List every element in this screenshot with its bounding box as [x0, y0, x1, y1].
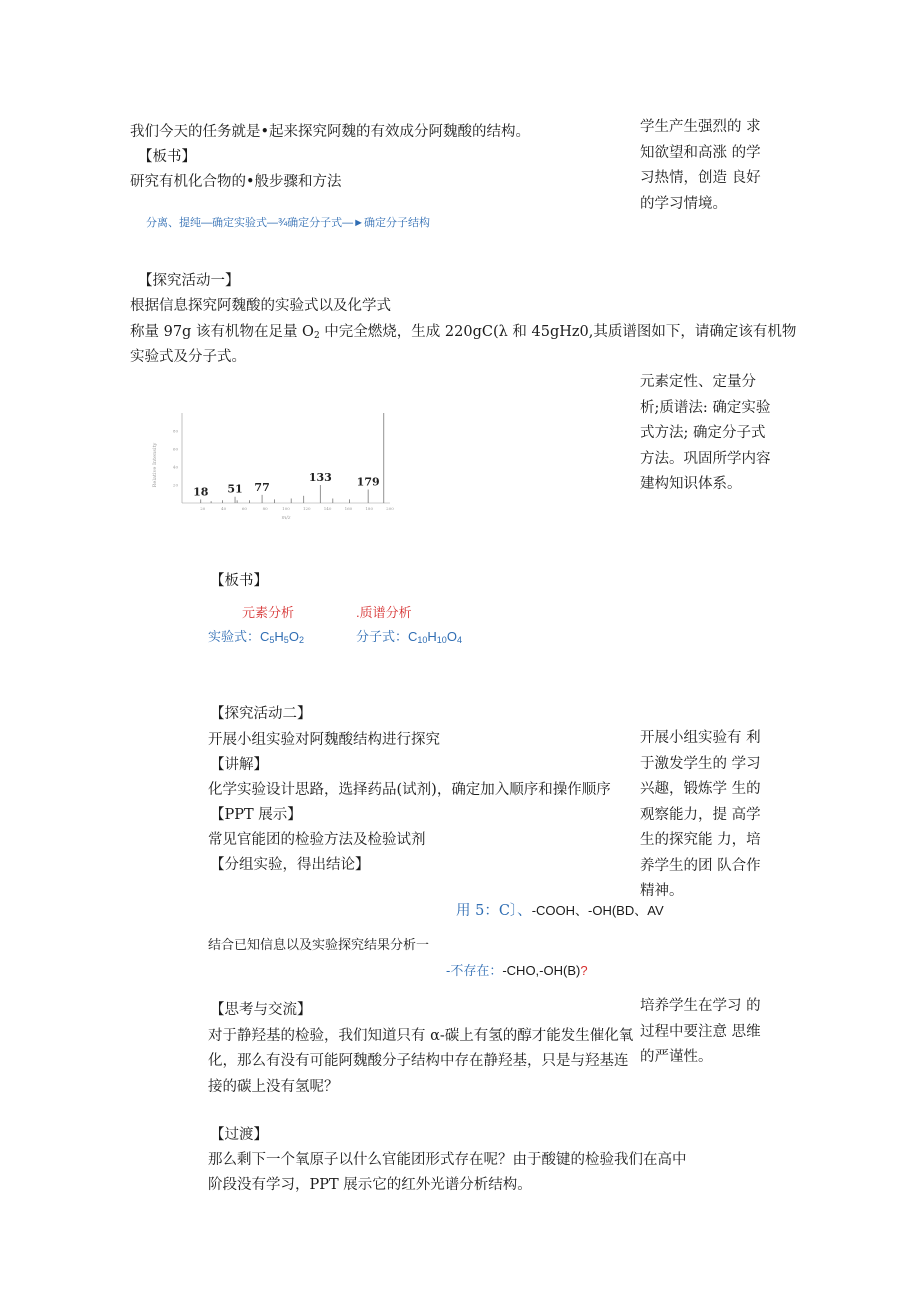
mass-spec-analysis: .质谱分析	[356, 605, 412, 620]
y-tick-label: 80	[172, 428, 178, 434]
activity1-line2: 称量 97g 该有机物在足量 $O_2$ 中完全燃烧，生成 220gC(λ 和 45gHz0,其质谱图如下，请确定该有机物	[130, 324, 797, 341]
transition-label: 【过渡】	[210, 1127, 268, 1143]
molecular-formula: 分子式：$C_{10}H_{10}O_4$	[356, 629, 462, 645]
x-tick-label: 180	[365, 506, 374, 511]
x-axis-label: m/z	[281, 515, 291, 521]
explain-label: 【讲解】	[210, 757, 268, 773]
transition-line2: 阶段没有学习，PPT 展示它的红外光谱分析结构。	[208, 1177, 532, 1193]
peak-label: 133	[308, 471, 332, 484]
combine-analysis: 结合已知信息以及实验探究结果分析一	[208, 937, 430, 952]
method-flow: 分离、提纯—确定实验式—¾确定分子式—►确定分子结构	[146, 217, 431, 229]
peak-label: 77	[254, 480, 270, 494]
task-text: 我们今天的任务就是•起来探究阿魏的有效成分阿魏酸的结构。	[130, 124, 531, 140]
ppt-text: 常见官能团的检验方法及检验试剂	[208, 832, 426, 848]
activity1-line3: 实验式及分子式。	[130, 349, 246, 365]
peak-label: 51	[227, 482, 243, 496]
board-text: 研究有机化合物的•般步骤和方法	[130, 174, 342, 190]
x-tick-label: 200	[386, 506, 394, 511]
ppt-label: 【PPT 展示】	[210, 807, 302, 823]
board-label: 【板书】	[138, 149, 196, 165]
side-note-1: 学生产生强烈的 求知欲望和高涨 的学习热情，创造 良好的学习情境。	[640, 119, 761, 212]
x-tick-label: 120	[302, 506, 311, 511]
x-tick-label: 80	[262, 506, 268, 511]
think-line1: 对于静羟基的检验，我们知道只有 α-碳上有氢的醇才能发生催化氧	[208, 1028, 634, 1044]
x-tick-label: 40	[221, 506, 227, 511]
y-axis-label: Relative Intensity	[152, 442, 158, 488]
think-line2: 化，那么有没有可能阿魏酸分子结构中存在静羟基，只是与羟基连	[208, 1053, 629, 1069]
x-tick-label: 160	[344, 506, 353, 511]
empirical-formula: 实验式：$C_5H_5O_2$	[208, 629, 304, 645]
activity1-heading: 【探究活动一】	[138, 273, 240, 289]
transition-line1: 那么剩下一个氧原子以什么官能团形式存在呢？由于酸键的检验我们在高中	[208, 1152, 687, 1168]
mass-spectrum-chart	[150, 405, 400, 525]
x-tick-label: 100	[282, 506, 290, 511]
activity2-line1: 开展小组实验对阿魏酸结构进行探究	[208, 732, 440, 748]
side-note-4: 培养学生在学习 的过程中要注意 思维的严谨性。	[640, 998, 761, 1065]
board2-label: 【板书】	[210, 573, 268, 589]
y-tick-label: 20	[172, 482, 178, 488]
side-note-2: 元素定性、定量分析;质谱法: 确定实验式方法; 确定分子式方法。巩固所学内容建构知识体系。	[640, 374, 771, 492]
elemental-analysis: 元素分析	[242, 605, 295, 620]
activity2-heading: 【探究活动二】	[210, 706, 312, 722]
result-line: 用 5：C〕、-COOH、-OH(BD、AV	[456, 903, 664, 919]
x-tick-label: 60	[241, 506, 247, 511]
absent-groups: -不存在：-CHO,-OH(B)?	[446, 963, 588, 978]
side-note-3: 开展小组实验有 利于激发学生的 学习兴趣，锻炼学 生的观察能力，提 高学生的探究能 力，培养学生的团 队合作精神。	[640, 730, 761, 899]
activity1-line1: 根据信息探究阿魏酸的实验式以及化学式	[130, 298, 391, 314]
peak-label: 179	[356, 475, 380, 489]
think-label: 【思考与交流】	[210, 1002, 312, 1018]
y-tick-label: 60	[172, 446, 178, 452]
explain-text: 化学实验设计思路，选择药品(试剂)，确定加入顺序和操作顺序	[208, 782, 611, 798]
x-tick-label: 140	[323, 506, 332, 511]
peak-label: 18	[193, 485, 209, 499]
y-tick-label: 40	[172, 464, 178, 470]
x-tick-label: 20	[200, 506, 206, 511]
think-line3: 接的碳上没有氢呢？	[208, 1079, 339, 1095]
group-experiment-label: 【分组实验，得出结论】	[210, 857, 370, 873]
